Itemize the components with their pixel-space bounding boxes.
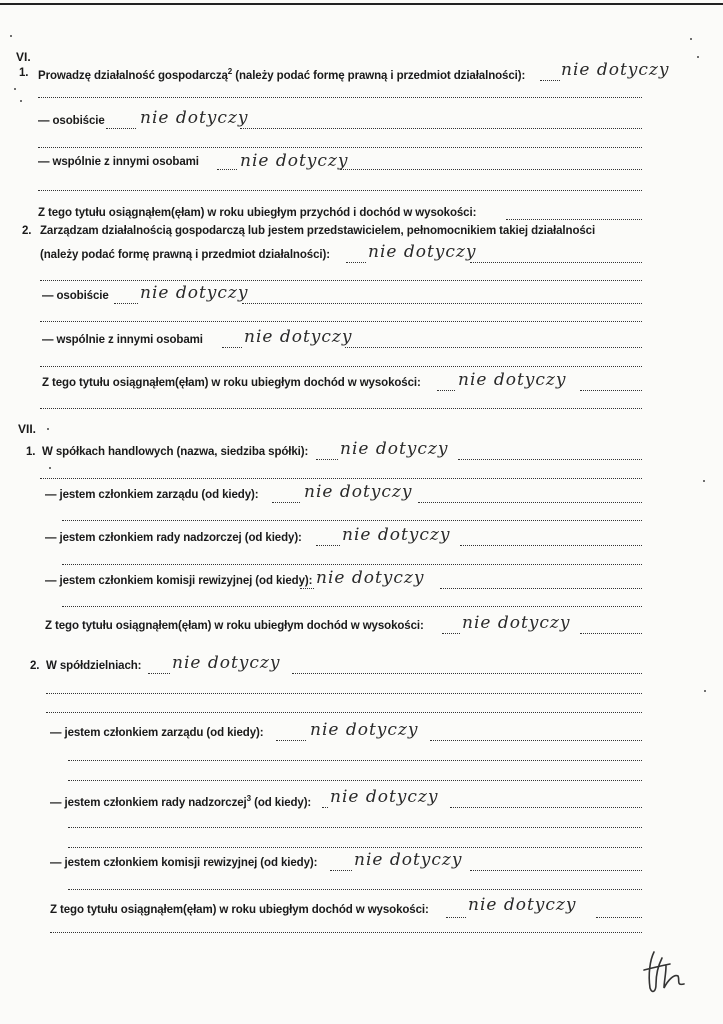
- dotted-line: [345, 347, 642, 348]
- dotted-line: [470, 870, 642, 871]
- dotted-line: [506, 219, 642, 220]
- dotted-line: [46, 693, 642, 694]
- vi-1-jointly-answer: nie dotyczy: [240, 151, 349, 171]
- dotted-line: [62, 564, 642, 565]
- dotted-line: [418, 502, 642, 503]
- vi-2-personally-label: — osobiście: [42, 290, 109, 302]
- vi-1-label: Prowadzę działalność gospodarczą$^2$ (należy podać formę prawną i przedmiot działalności):: [38, 67, 526, 82]
- initials-signature: [640, 948, 700, 998]
- vi-1-personally-answer: nie dotyczy: [140, 108, 249, 128]
- dotted-line: [40, 280, 642, 281]
- answer-dotted-line: [442, 633, 460, 634]
- ink-speck: [10, 35, 12, 37]
- answer-dotted-line: [446, 917, 466, 918]
- dotted-line: [38, 190, 642, 191]
- dotted-line: [62, 520, 642, 521]
- dotted-line: [38, 97, 642, 98]
- vii-1-board-answer: nie dotyczy: [304, 482, 413, 502]
- footnote-marker: 3: [246, 794, 252, 803]
- footnote-marker: 2: [227, 67, 233, 76]
- vii-1-audit-answer: nie dotyczy: [316, 568, 425, 588]
- dotted-line: [340, 169, 642, 170]
- vii-1-audit-label: — jestem członkiem komisji rewizyjnej (od kiedy):: [45, 575, 313, 587]
- ink-speck: [49, 467, 51, 469]
- ink-speck: [47, 428, 49, 430]
- section-vii-heading: VII.: [18, 422, 37, 436]
- ink-speck: [14, 88, 16, 90]
- dotted-line: [38, 147, 642, 148]
- answer-dotted-line: [322, 807, 328, 808]
- dotted-line: [40, 478, 642, 479]
- vi-2-income-answer: nie dotyczy: [458, 370, 567, 390]
- top-border: [0, 3, 723, 5]
- dotted-line: [242, 303, 642, 304]
- dotted-line: [240, 128, 642, 129]
- vi-1-income-label: Z tego tytułu osiągnąłem(ęłam) w roku ubiegłym przychód i dochód w wysokości:: [38, 207, 477, 219]
- vii-1-label: W spółkach handlowych (nazwa, siedziba spółki):: [42, 446, 309, 458]
- answer-dotted-line: [346, 262, 366, 263]
- dotted-line: [46, 712, 642, 713]
- vii-1-number: 1.: [26, 446, 36, 458]
- vi-2-answer: nie dotyczy: [368, 242, 477, 262]
- answer-dotted-line: [316, 545, 340, 546]
- answer-dotted-line: [316, 459, 338, 460]
- answer-dotted-line: [276, 740, 306, 741]
- vii-2-board-label: — jestem członkiem zarządu (od kiedy):: [50, 727, 264, 739]
- dotted-line: [470, 262, 642, 263]
- answer-dotted-line: [106, 128, 136, 129]
- dotted-line: [62, 606, 642, 607]
- dotted-line: [292, 673, 642, 674]
- dotted-line: [40, 408, 642, 409]
- vi-2-label-line1: Zarządzam działalnością gospodarczą lub jestem przedstawicielem, pełnomocnikiem takiej działalności: [40, 225, 596, 237]
- vii-2-answer: nie dotyczy: [172, 653, 281, 673]
- vii-1-answer: nie dotyczy: [340, 439, 449, 459]
- dotted-line: [580, 390, 642, 391]
- vii-2-supervisory-answer: nie dotyczy: [330, 787, 439, 807]
- dotted-line: [68, 889, 642, 890]
- vi-2-jointly-answer: nie dotyczy: [244, 327, 353, 347]
- vii-2-supervisory-label: — jestem członkiem rady nadzorczej$^3$ (od kiedy):: [50, 794, 312, 809]
- dotted-line: [68, 760, 642, 761]
- dotted-line: [40, 321, 642, 322]
- vi-1-personally-label: — osobiście: [38, 115, 105, 127]
- vii-2-audit-label: — jestem członkiem komisji rewizyjnej (od kiedy):: [50, 857, 318, 869]
- vi-1-answer: nie dotyczy: [561, 60, 670, 80]
- answer-dotted-line: [300, 588, 314, 589]
- vii-1-income-answer: nie dotyczy: [462, 613, 571, 633]
- dotted-line: [430, 740, 642, 741]
- vi-2-jointly-label: — wspólnie z innymi osobami: [42, 334, 203, 346]
- vii-1-supervisory-label: — jestem członkiem rady nadzorczej (od kiedy):: [45, 532, 302, 544]
- dotted-line: [458, 459, 642, 460]
- dotted-line: [440, 588, 642, 589]
- dotted-line: [450, 807, 642, 808]
- vii-1-supervisory-answer: nie dotyczy: [342, 525, 451, 545]
- section-vi-heading: VI.: [16, 50, 31, 64]
- vii-2-income-answer: nie dotyczy: [468, 895, 577, 915]
- vii-1-board-label: — jestem członkiem zarządu (od kiedy):: [45, 489, 259, 501]
- answer-dotted-line: [540, 80, 560, 81]
- dotted-line: [68, 780, 642, 781]
- vi-1-number: 1.: [19, 67, 29, 79]
- dotted-line: [460, 545, 642, 546]
- dotted-line: [50, 932, 642, 933]
- answer-dotted-line: [148, 673, 170, 674]
- ink-speck: [20, 100, 22, 102]
- answer-dotted-line: [217, 169, 237, 170]
- vi-2-number: 2.: [22, 225, 32, 237]
- vi-2-personally-answer: nie dotyczy: [140, 283, 249, 303]
- dotted-line: [596, 917, 642, 918]
- vi-1-jointly-label: — wspólnie z innymi osobami: [38, 156, 199, 168]
- answer-dotted-line: [437, 390, 455, 391]
- dotted-line: [68, 827, 642, 828]
- ink-speck: [703, 480, 705, 482]
- ink-speck: [704, 690, 706, 692]
- vii-1-income-label: Z tego tytułu osiągnąłem(ęłam) w roku ubiegłym dochód w wysokości:: [45, 620, 424, 632]
- ink-speck: [697, 56, 699, 58]
- vi-2-income-label: Z tego tytułu osiągnąłem(ęłam) w roku ubiegłym dochód w wysokości:: [42, 377, 421, 389]
- vii-2-label: W spółdzielniach:: [46, 660, 142, 672]
- answer-dotted-line: [272, 502, 300, 503]
- answer-dotted-line: [114, 303, 138, 304]
- dotted-line: [580, 633, 642, 634]
- answer-dotted-line: [222, 347, 242, 348]
- ink-speck: [690, 38, 692, 40]
- vii-2-number: 2.: [30, 660, 40, 672]
- vii-2-income-label: Z tego tytułu osiągnąłem(ęłam) w roku ubiegłym dochód w wysokości:: [50, 904, 429, 916]
- vii-2-board-answer: nie dotyczy: [310, 720, 419, 740]
- vi-2-label-line2: (należy podać formę prawną i przedmiot działalności):: [40, 249, 330, 261]
- answer-dotted-line: [330, 870, 352, 871]
- dotted-line: [68, 847, 642, 848]
- vii-2-audit-answer: nie dotyczy: [354, 850, 463, 870]
- dotted-line: [40, 366, 642, 367]
